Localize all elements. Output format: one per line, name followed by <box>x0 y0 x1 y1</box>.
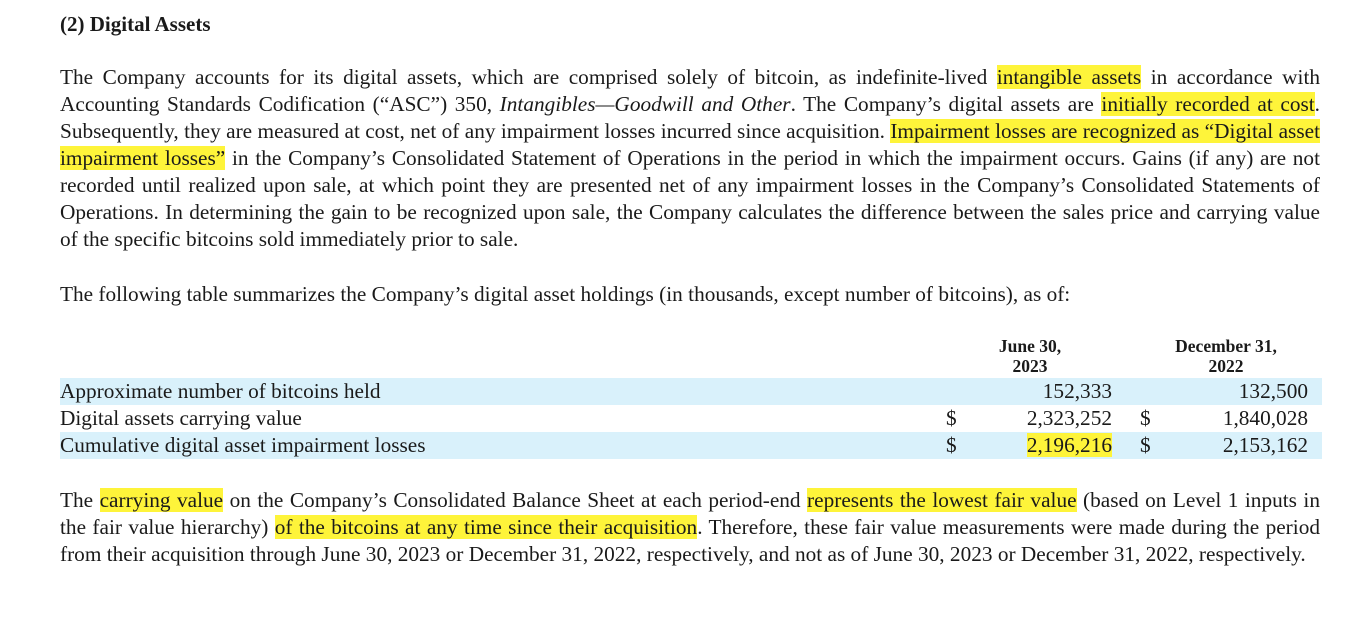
highlight-impairment-value: 2,196,216 <box>1026 433 1112 457</box>
value-june-2023 <box>1027 432 1112 459</box>
table-row <box>60 405 1322 432</box>
row-label: Digital assets carrying value <box>60 406 302 430</box>
text-span: . Therefore, these fair value measurements were made during the period from their acquisition through June 30, 2023 or December 31, 2022, respectively, and not as of June 30, 2023 or December 31, 2022, respectively. <box>60 515 1320 566</box>
currency-symbol: $ <box>1140 433 1151 457</box>
digital-asset-holdings-table <box>60 336 1322 466</box>
highlight-lowest-fair-value: represents the lowest fair value <box>807 488 1077 512</box>
text-span: (based on Level 1 inputs in the fair value hierarchy) <box>60 488 1320 539</box>
table-row <box>60 432 1322 459</box>
accounting-policy-paragraph <box>60 64 1320 253</box>
text-span: The <box>60 488 100 512</box>
column-header-line: 2022 <box>1208 356 1244 376</box>
text-span: in the Company’s Consolidated Statement of Operations in the period in which the impairment occurs. Gains (if any) are not recorded until realized upon sale, at which point they are presented net of any impairment losses in the Company’s Consolidated Statements of Operations. In determining the gain to be recognized upon sale, the Company calculates the difference between the sales price and carrying value of the specific bitcoins sold immediately prior to sale. <box>60 146 1321 251</box>
value-june-2023: 152,333 <box>1042 379 1112 403</box>
column-header-line: June 30, <box>998 336 1062 356</box>
value-june-2023: 2,323,252 <box>1026 406 1112 430</box>
highlight-initially-recorded: initially recorded at cost <box>1101 92 1315 116</box>
text-span: in accordance with Accounting Standards Codification (“ASC”) 350, <box>60 65 1321 116</box>
highlight-carrying-value: carrying value <box>99 488 224 512</box>
row-label: Cumulative digital asset impairment losses <box>60 433 426 457</box>
currency-symbol: $ <box>946 433 957 457</box>
currency-symbol: $ <box>1140 406 1151 430</box>
column-header-line: December 31, <box>1175 336 1277 356</box>
row-label: Approximate number of bitcoins held <box>60 379 381 403</box>
text-span: . Subsequently, they are measured at cost, net of any impairment losses incurred since acquisition. <box>60 92 1320 143</box>
value-december-2022: 2,153,162 <box>1222 433 1308 457</box>
column-header-december-2022 <box>1141 336 1311 379</box>
highlight-intangible-assets: intangible assets <box>996 65 1142 89</box>
column-header-line: 2023 <box>1012 356 1048 376</box>
section-heading: (2) Digital Assets <box>60 12 211 36</box>
text-span: The Company accounts for its digital assets, which are comprised solely of bitcoin, as indefinite-lived <box>60 65 997 89</box>
table-row <box>60 378 1322 405</box>
highlight-since-acquisition: of the bitcoins at any time since their acquisition <box>274 515 698 539</box>
value-december-2022: 1,840,028 <box>1222 406 1308 430</box>
table-intro-paragraph: The following table summarizes the Company’s digital asset holdings (in thousands, except number of bitcoins), as of: <box>60 282 1071 306</box>
currency-symbol: $ <box>946 406 957 430</box>
text-span: on the Company’s Consolidated Balance Sheet at each period-end <box>223 488 808 512</box>
fair-value-paragraph <box>60 487 1320 568</box>
text-span: . The Company’s digital assets are <box>790 92 1102 116</box>
highlight-impairment-losses: Impairment losses are recognized as “Digital asset impairment losses” <box>60 119 1321 170</box>
asc-topic-title: Intangibles—Goodwill and Other <box>499 92 791 116</box>
column-header-june-2023 <box>945 336 1115 379</box>
value-december-2022: 132,500 <box>1238 379 1308 403</box>
